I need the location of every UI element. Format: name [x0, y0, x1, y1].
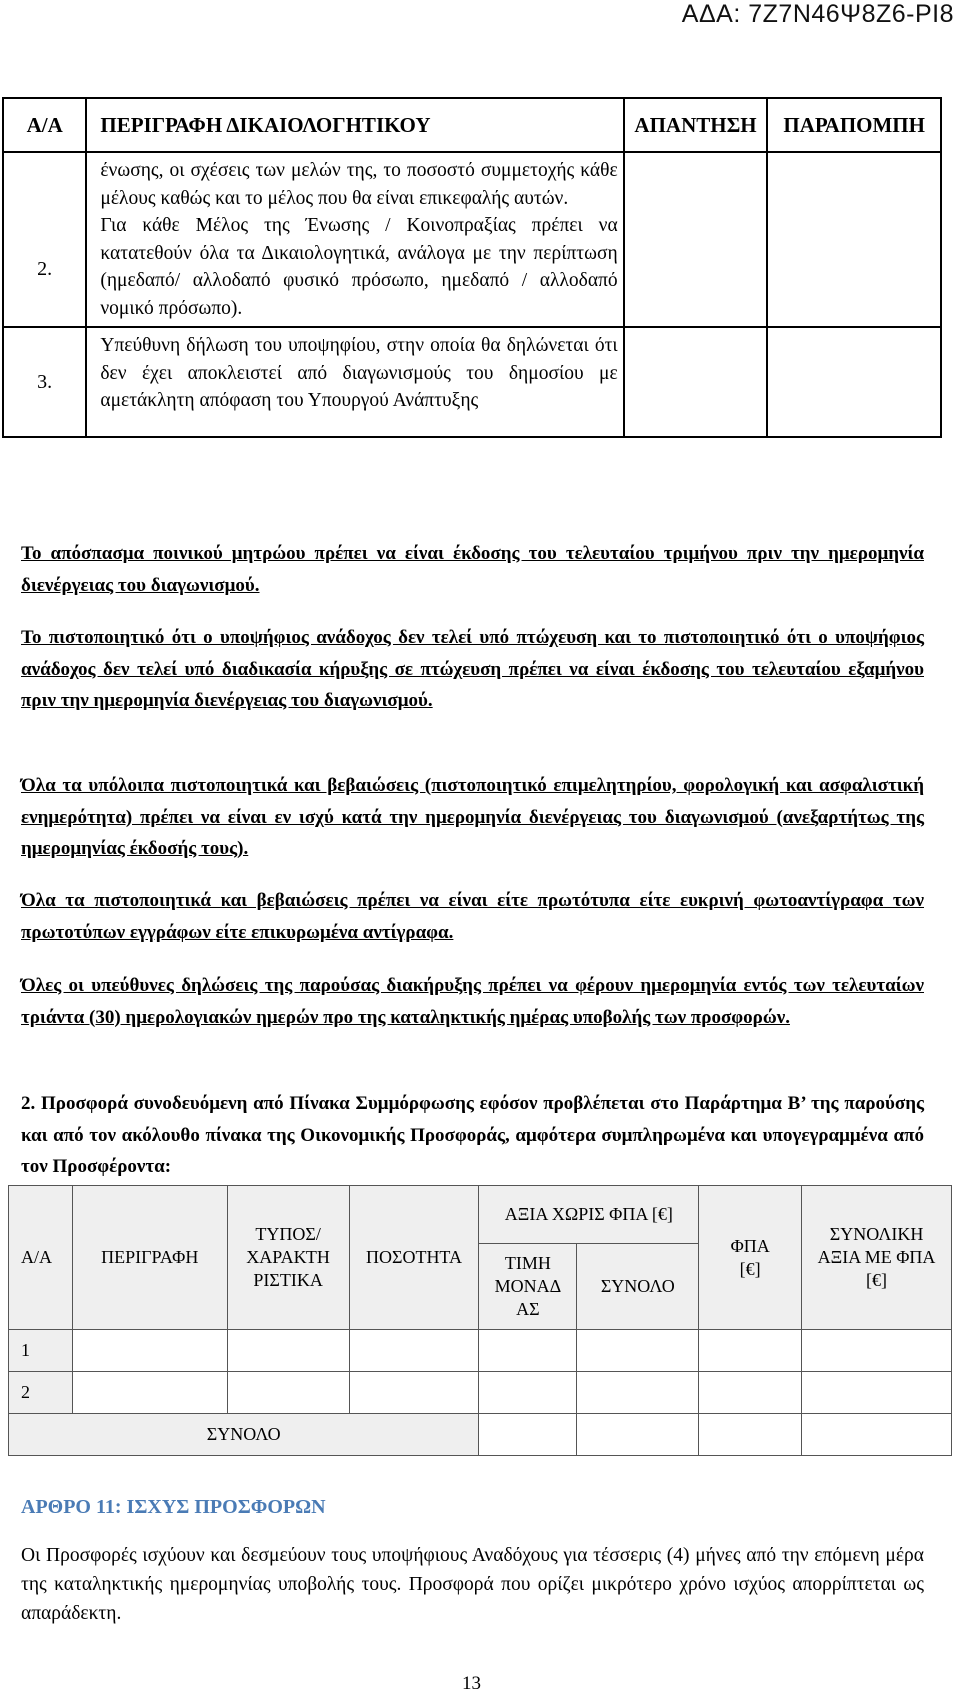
- table-cell: [802, 1330, 952, 1372]
- header-aa: Α/Α: [9, 1186, 73, 1330]
- row-number: [3, 152, 86, 212]
- table-cell: [72, 1372, 227, 1414]
- row-number: 2: [9, 1372, 73, 1414]
- row-answer-cell: [624, 152, 768, 212]
- page-number: 13: [462, 1673, 481, 1694]
- row-description: ένωσης, οι σχέσεις των μελών της, το ποσοστό συμμετοχής κάθε μέλους καθώς και το μέλος που θα είναι επικεφαλής αυτών.: [86, 152, 623, 212]
- row-number: 1: [9, 1330, 73, 1372]
- row-answer-cell: [624, 212, 768, 327]
- header-description: ΠΕΡΙΓΡΑΦΗ: [72, 1186, 227, 1330]
- header-reference: ΠΑΡΑΠΟΜΠΗ: [767, 98, 941, 152]
- row-answer-cell: [624, 327, 768, 437]
- table-cell: [802, 1414, 952, 1456]
- row-description: Για κάθε Μέλος της Ένωσης / Κοινοπραξίας πρέπει να κατατεθούν όλα τα Δικαιολογητικά, ανάλογα με την περίπτωση (ημεδαπό/ αλλοδαπό φυσικό πρόσωπο, ημεδαπό / αλλοδαπό νομικό πρόσωπο).: [86, 212, 623, 327]
- table-cell: [577, 1330, 699, 1372]
- table-cell: [577, 1414, 699, 1456]
- table-header-row: [3, 98, 941, 152]
- note-copies: Όλα τα πιστοποιητικά και βεβαιώσεις πρέπει να είναι είτε πρωτότυπα είτε ευκρινή φωτοαντίγραφα των πρωτοτύπων εγγράφων είτε επικυρωμένα αντίγραφα.: [21, 890, 924, 943]
- row-reference-cell: [767, 212, 941, 327]
- table-cell: [72, 1330, 227, 1372]
- table-cell: [227, 1330, 349, 1372]
- table-row: [3, 152, 941, 212]
- table-cell: [349, 1372, 479, 1414]
- table-cell: [479, 1330, 577, 1372]
- table-cell: [699, 1330, 802, 1372]
- row-reference-cell: [767, 327, 941, 437]
- header-type: ΤΥΠΟΣ/ ΧΑΡΑΚΤΗ ΡΙΣΤΙΚΑ: [227, 1186, 349, 1330]
- table-cell: [227, 1372, 349, 1414]
- article-heading: ΑΡΘΡΟ 11: ΙΣΧΥΣ ΠΡΟΣΦΟΡΩΝ: [21, 1496, 326, 1518]
- table-cell: [479, 1414, 577, 1456]
- article-text: Οι Προσφορές ισχύουν και δεσμεύουν τους υποψήφιους Αναδόχους για τέσσερις (4) μήνες από την επόμενη μέρα της καταληκτικής ημερομηνίας υποβολής τους. Προσφορά που ορίζει μικρότερο χρόνο ισχύος απορρίπτεται ως απαράδεκτη.: [21, 1545, 924, 1624]
- header-description: ΠΕΡΙΓΡΑΦΗ ΔΙΚΑΙΟΛΟΓΗΤΙΚΟΥ: [86, 98, 623, 152]
- table-row: [3, 212, 941, 327]
- header-value-without-vat: ΑΞΙΑ ΧΩΡΙΣ ΦΠΑ [€]: [479, 1186, 699, 1244]
- table-cell: [349, 1330, 479, 1372]
- header-aa: Α/Α: [3, 98, 86, 152]
- table-cell: [699, 1414, 802, 1456]
- documents-table: [2, 97, 942, 438]
- header-answer: ΑΠΑΝΤΗΣΗ: [624, 98, 768, 152]
- section-2-text: 2. Προσφορά συνοδευόμενη από Πίνακα Συμμόρφωσης εφόσον προβλέπεται στο Παράρτημα Β’ της παρούσης και από τον ακόλουθο πίνακα της Οικονομικής Προσφοράς, αμφότερα συμπληρωμένα και υπογεγραμμένα από τον Προσφέροντα:: [21, 1093, 924, 1177]
- sum-label: ΣΥΝΟΛΟ: [9, 1414, 479, 1456]
- table-cell: [479, 1372, 577, 1414]
- table-cell: [802, 1372, 952, 1414]
- row-number: 2.: [3, 212, 86, 327]
- row-description: Υπεύθυνη δήλωση του υποψηφίου, στην οποία θα δηλώνεται ότι δεν έχει αποκλειστεί από διαγωνισμούς του δημοσίου με αμετάκλητη απόφαση του Υπουργού Ανάπτυξης: [86, 327, 623, 437]
- header-total-value: ΣΥΝΟΛΙΚΗ ΑΞΙΑ ΜΕ ΦΠΑ [€]: [802, 1186, 952, 1330]
- header-vat: ΦΠΑ [€]: [699, 1186, 802, 1330]
- table-row: [3, 327, 941, 437]
- note-bankruptcy-certificate: Το πιστοποιητικό ότι ο υποψήφιος ανάδοχος δεν τελεί υπό πτώχευση και το πιστοποιητικό ότι ο υποψήφιος ανάδοχος δεν τελεί υπό διαδικασία κήρυξης σε πτώχευση πρέπει να είναι έκδοσης του τελευταίου εξαμήνου πριν την ημερομηνία διενέργειας του διαγωνισμού.: [21, 627, 924, 711]
- financial-offer-table: [8, 1185, 952, 1456]
- note-declarations-date: Όλες οι υπεύθυνες δηλώσεις της παρούσας διακήρυξης πρέπει να φέρουν ημερομηνία εντός των τελευταίων τριάντα (30) ημερολογιακών ημερών προ της καταληκτικής ημέρας υποβολής των προσφορών.: [21, 975, 924, 1028]
- header-total: ΣΥΝΟΛΟ: [577, 1244, 699, 1330]
- header-quantity: ΠΟΣΟΤΗΤΑ: [349, 1186, 479, 1330]
- note-criminal-record: Το απόσπασμα ποινικού μητρώου πρέπει να είναι έκδοσης του τελευταίου τριμήνου πριν την ημερομηνία διενέργειας του διαγωνισμού.: [21, 543, 924, 596]
- ada-code: ΑΔΑ: 7Ζ7Ν46Ψ8Ζ6-ΡΙ8: [681, 0, 954, 28]
- note-other-certificates: Όλα τα υπόλοιπα πιστοποιητικά και βεβαιώσεις (πιστοποιητικό επιμελητηρίου, φορολογική και ασφαλιστική ενημερότητα) πρέπει να είναι εν ισχύ κατά την ημερομηνία διενέργειας του διαγωνισμού (ανεξαρτήτως της ημερομηνίας έκδοσής τους).: [21, 775, 924, 859]
- row-number: 3.: [3, 327, 86, 437]
- table-cell: [577, 1372, 699, 1414]
- row-reference-cell: [767, 152, 941, 212]
- table-cell: [699, 1372, 802, 1414]
- header-unit-price: ΤΙΜΗ ΜΟΝΑΔ ΑΣ: [479, 1244, 577, 1330]
